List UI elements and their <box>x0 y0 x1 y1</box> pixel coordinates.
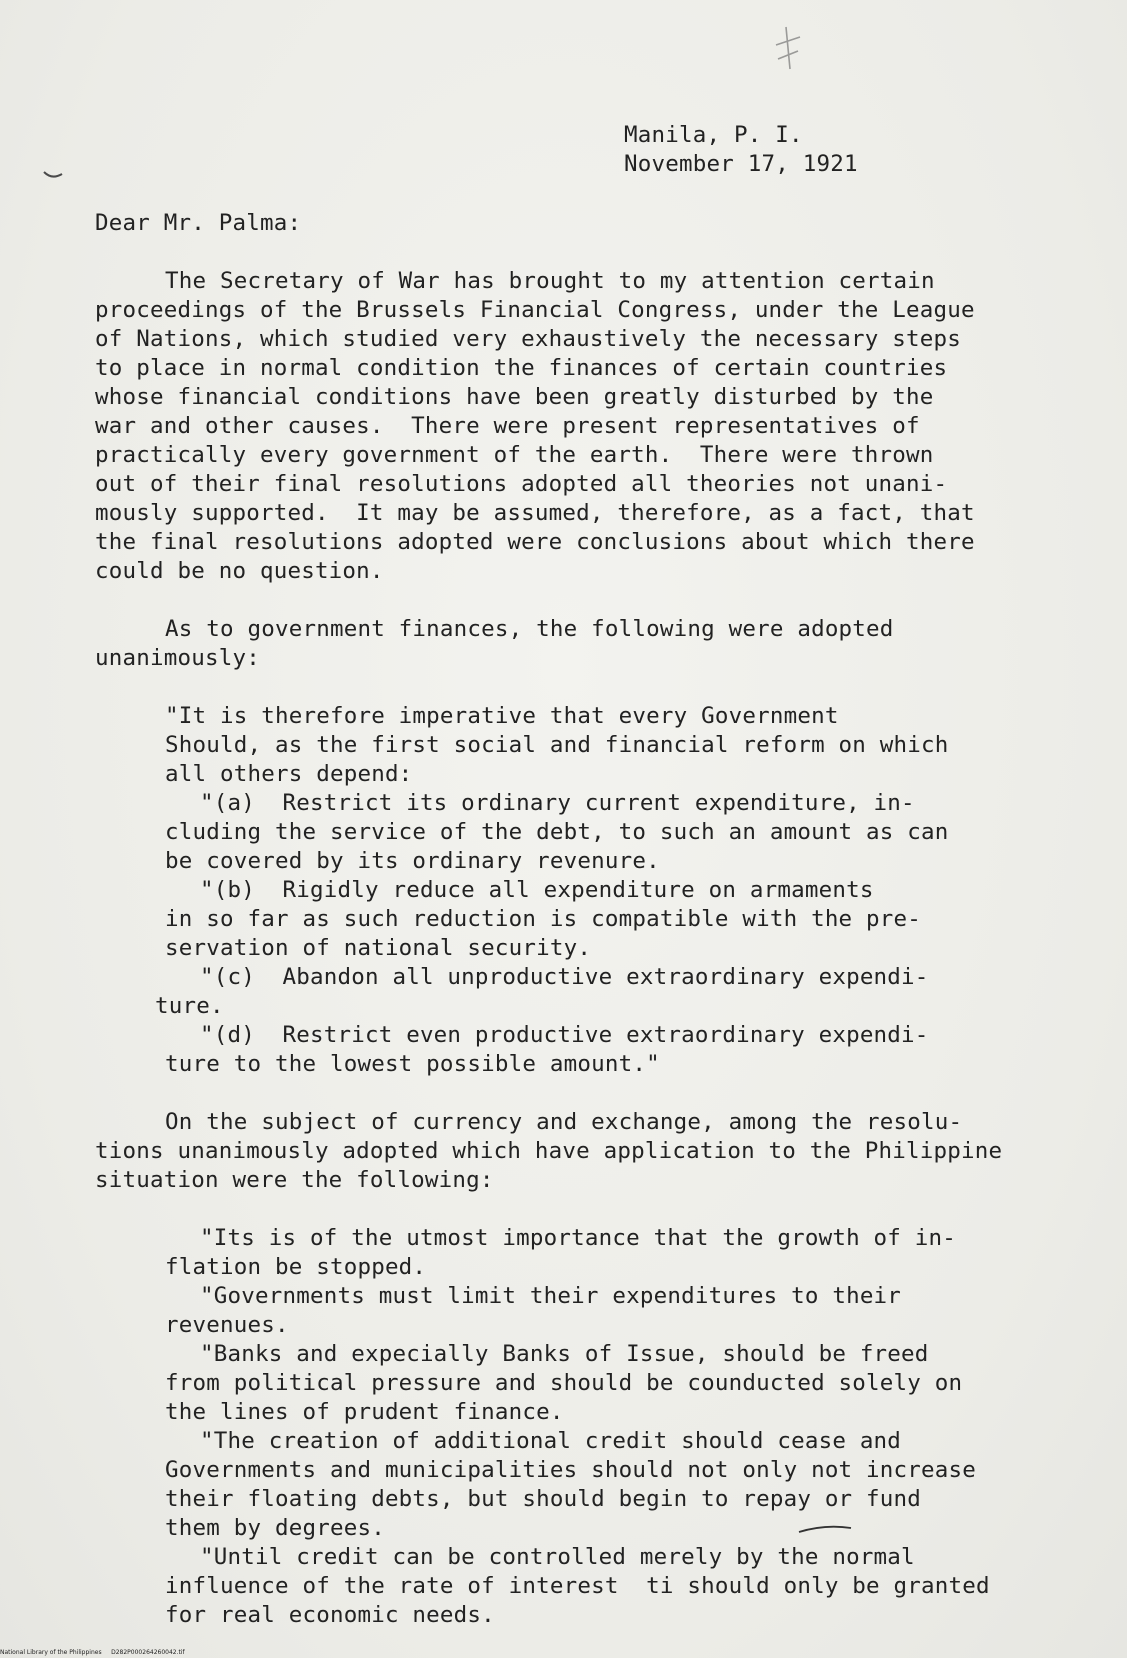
paragraph-1-line: war and other causes. There were present representatives of <box>95 413 920 439</box>
quote-2-line: "Banks and expecially Banks of Issue, should be freed <box>200 1341 929 1367</box>
quote-1-line: be covered by its ordinary revenure. <box>165 848 660 874</box>
paragraph-1-line: practically every government of the earth. There were thrown <box>95 442 934 468</box>
quote-2-line: "Its is of the utmost importance that the growth of in- <box>200 1225 957 1251</box>
quote-2-line: flation be stopped. <box>165 1254 427 1280</box>
paragraph-1-line: out of their final resolutions adopted all theories not unani- <box>95 471 948 497</box>
paragraph-2-line: As to government finances, the following were adopted <box>165 616 894 642</box>
quote-2-line: them by degrees. <box>165 1515 385 1541</box>
quote-1-line: servation of national security. <box>165 935 592 961</box>
pen-correction-mark <box>795 1518 855 1538</box>
quote-1-line: "It is therefore imperative that every Government <box>165 703 839 729</box>
quote-1-line: all others depend: <box>165 761 413 787</box>
quote-1-line: "(a) Restrict its ordinary current expenditure, in- <box>200 790 915 816</box>
quote-2-line: their floating debts, but should begin to repay or fund <box>165 1486 922 1512</box>
quote-1-line: in so far as such reduction is compatible with the pre- <box>165 906 922 932</box>
paragraph-2-line: unanimously: <box>95 645 260 671</box>
quote-2-line: Governments and municipalities should not only not increase <box>165 1457 977 1483</box>
quote-1-line: Should, as the first social and financial reform on which <box>165 732 949 758</box>
paragraph-3-line: situation were the following: <box>95 1167 494 1193</box>
quote-1-line: cluding the service of the debt, to such an amount as can <box>165 819 949 845</box>
letter-date: November 17, 1921 <box>624 151 858 177</box>
paragraph-1-line: proceedings of the Brussels Financial Congress, under the League <box>95 297 975 323</box>
paragraph-1-line: of Nations, which studied very exhaustively the necessary steps <box>95 326 962 352</box>
salutation: Dear Mr. Palma: <box>95 210 302 236</box>
quote-2-line: influence of the rate of interest ti should only be granted <box>165 1573 990 1599</box>
quote-2-line: "Governments must limit their expenditures to their <box>200 1283 902 1309</box>
paragraph-1-line: The Secretary of War has brought to my attention certain <box>165 268 935 294</box>
paragraph-3-line: On the subject of currency and exchange, among the resolu- <box>165 1109 963 1135</box>
quote-1-line: "(c) Abandon all unproductive extraordinary expendi- <box>200 964 929 990</box>
quote-1-line: "(b) Rigidly reduce all expenditure on armaments <box>200 877 874 903</box>
paragraph-1-line: whose financial conditions have been greatly disturbed by the <box>95 384 934 410</box>
quote-1-line: ture. <box>155 993 224 1019</box>
quote-1-line: ture to the lowest possible amount." <box>165 1051 660 1077</box>
paragraph-1-line: to place in normal condition the finances of certain countries <box>95 355 948 381</box>
quote-2-line: the lines of prudent finance. <box>165 1399 564 1425</box>
quote-2-line: revenues. <box>165 1312 289 1338</box>
paragraph-1-line: could be no question. <box>95 558 384 584</box>
quote-1-line: "(d) Restrict even productive extraordinary expendi- <box>200 1022 929 1048</box>
letter-place: Manila, P. I. <box>624 122 803 148</box>
paragraph-1-line: the final resolutions adopted were conclusions about which there <box>95 529 975 555</box>
quote-2-line: "The creation of additional credit should cease and <box>200 1428 902 1454</box>
archive-footer: National Library of the Philippines D282P000264260042.tif <box>0 1649 185 1656</box>
paragraph-3-line: tions unanimously adopted which have application to the Philippine <box>95 1138 1003 1164</box>
quote-2-line: "Until credit can be controlled merely by the normal <box>200 1544 915 1570</box>
quote-2-line: from political pressure and should be counducted solely on <box>165 1370 963 1396</box>
pencil-star-mark <box>770 25 806 73</box>
paragraph-1-line: mously supported. It may be assumed, therefore, as a fact, that <box>95 500 975 526</box>
quote-2-line: for real economic needs. <box>165 1602 495 1628</box>
margin-hook-mark <box>42 168 66 184</box>
